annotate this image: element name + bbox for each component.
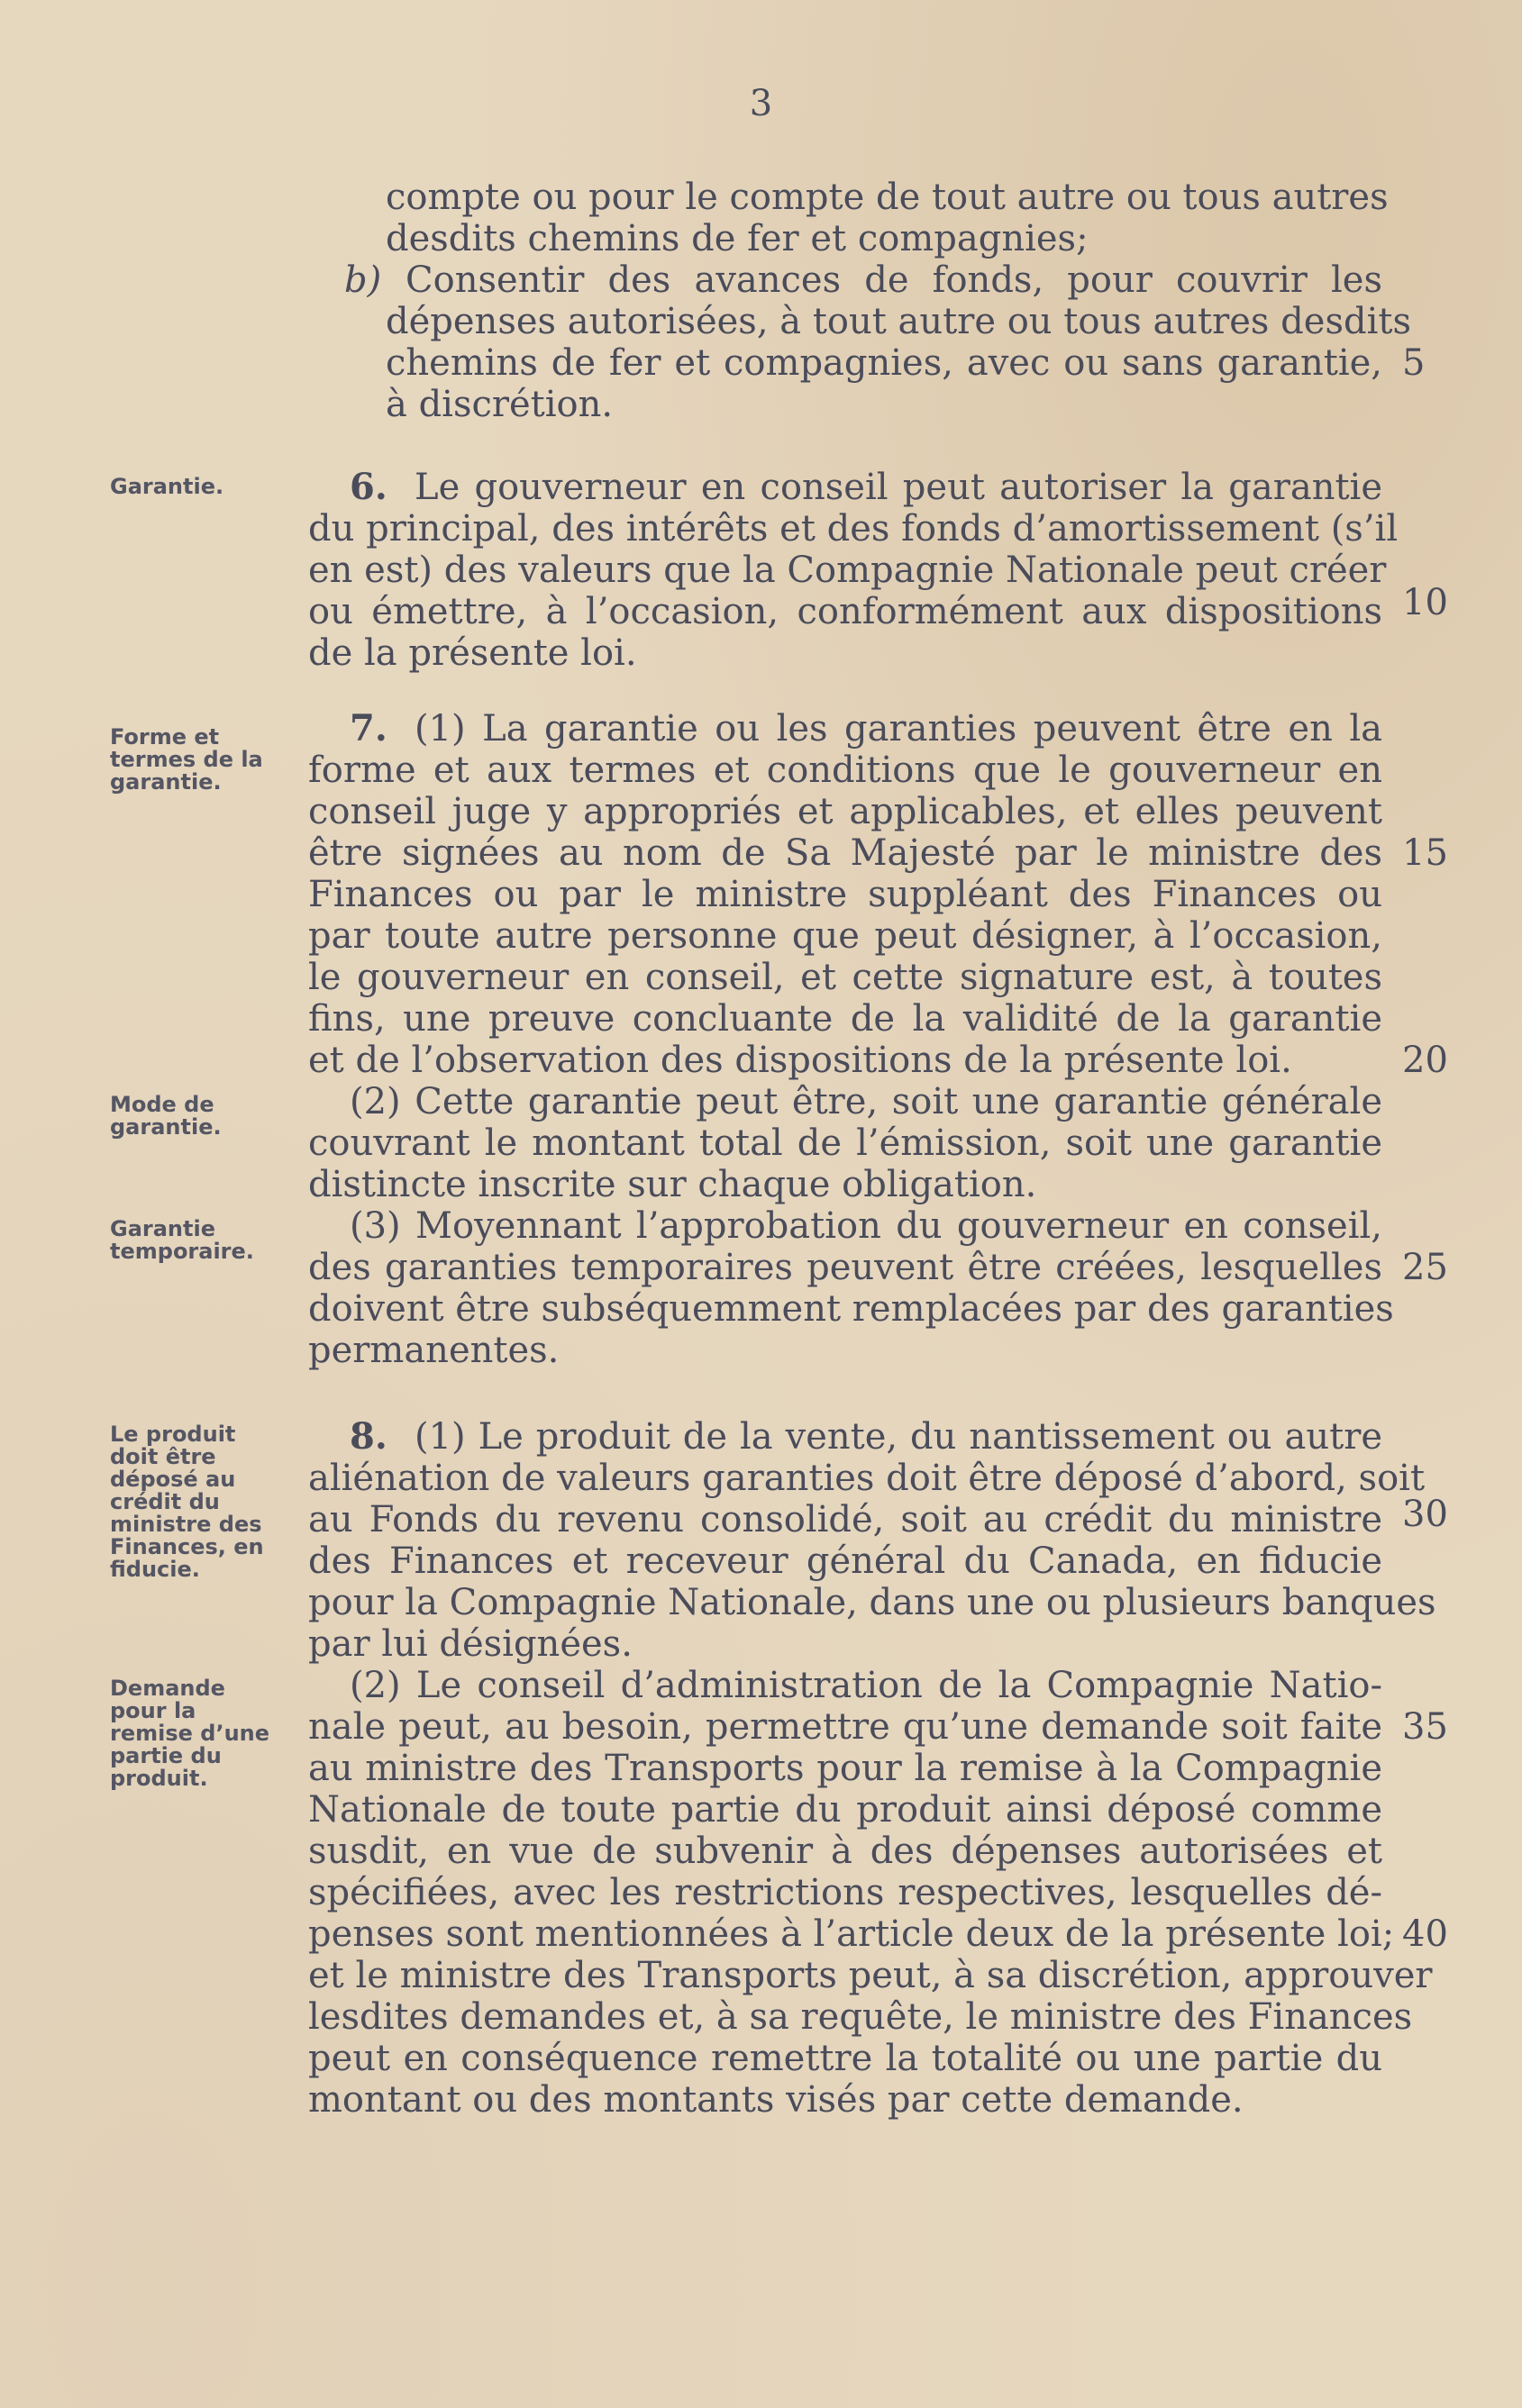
section-number: 6. xyxy=(350,466,387,508)
margin-note-line: Le produit xyxy=(110,1422,236,1447)
line-number: 40 xyxy=(1402,1913,1448,1955)
text-line: desdits chemins de fer et compagnies; xyxy=(386,218,1089,259)
text-line: de la présente loi. xyxy=(308,632,637,674)
margin-note-line: déposé au xyxy=(110,1467,236,1492)
text-line: Nationale de toute partie du produit ainsi déposé comme xyxy=(308,1789,1382,1831)
margin-note-line: garantie. xyxy=(110,769,222,795)
line-number: 35 xyxy=(1402,1706,1448,1748)
text-line: Le gouverneur en conseil peut autoriser la garantie xyxy=(415,467,1382,508)
margin-note-line: produit. xyxy=(110,1766,208,1791)
text-line: pour la Compagnie Nationale, dans une ou plusieurs banques xyxy=(308,1582,1436,1623)
text-line: (1) Le produit de la vente, du nantissement ou autre xyxy=(415,1416,1382,1458)
text-line: spécifiées, avec les restrictions respectives, lesquelles dé- xyxy=(308,1872,1382,1913)
text-line: (3) Moyennant l’approbation du gouverneur en conseil, xyxy=(350,1205,1382,1247)
text-line: au ministre des Transports pour la remise à la Compagnie xyxy=(308,1748,1382,1789)
text-line: ou émettre, à l’occasion, conformément aux dispositions xyxy=(308,591,1382,632)
text-line: susdit, en vue de subvenir à des dépenses autorisées et xyxy=(308,1831,1382,1872)
margin-note-line: pour la xyxy=(110,1698,196,1723)
margin-note-line: remise d’une xyxy=(110,1721,270,1746)
text-line: par lui désignées. xyxy=(308,1623,633,1665)
text-line: le gouverneur en conseil, et cette signature est, à toutes xyxy=(308,957,1382,998)
text-line: fins, une preuve concluante de la validité de la garantie xyxy=(308,998,1382,1040)
page-number: 3 xyxy=(749,83,773,124)
text-line: chemins de fer et compagnies, avec ou sans garantie, xyxy=(386,342,1382,384)
margin-note-line: Forme et xyxy=(110,724,220,750)
text-line: (1) La garantie ou les garanties peuvent être en la xyxy=(415,708,1382,750)
text-line: en est) des valeurs que la Compagnie Nationale peut créer xyxy=(308,550,1387,591)
text-line: du principal, des intérêts et des fonds d’amortissement (s’il xyxy=(308,508,1399,550)
text-line: par toute autre personne que peut désigner, à l’occasion, xyxy=(308,915,1382,957)
margin-note-temporaire xyxy=(110,1218,281,1263)
margin-note-line: doit être xyxy=(110,1444,216,1469)
margin-note-demande xyxy=(110,1677,281,1790)
line-number: 20 xyxy=(1402,1040,1448,1081)
section-number: 7. xyxy=(350,707,387,750)
margin-note-garantie xyxy=(110,476,281,498)
text-line: permanentes. xyxy=(308,1330,560,1371)
margin-note-line: Demande xyxy=(110,1676,225,1701)
margin-note-line: temporaire. xyxy=(110,1239,254,1264)
text-line: au Fonds du revenu consolidé, soit au crédit du ministre xyxy=(308,1499,1382,1540)
text-line: Consentir des avances de fonds, pour couvrir les xyxy=(406,259,1382,301)
margin-note-line: ministre des xyxy=(110,1512,262,1537)
line-number: 30 xyxy=(1402,1494,1448,1535)
text-line: et le ministre des Transports peut, à sa discrétion, approuver xyxy=(308,1955,1433,1996)
text-line: peut en conséquence remettre la totalité ou une partie du xyxy=(308,2038,1382,2079)
margin-note-forme xyxy=(110,726,281,794)
text-line: montant ou des montants visés par cette demande. xyxy=(308,2079,1244,2121)
text-line: nale peut, au besoin, permettre qu’une demande soit faite xyxy=(308,1706,1382,1748)
margin-note-line: termes de la xyxy=(110,747,263,772)
margin-note-line: Garantie. xyxy=(110,474,224,499)
margin-note-line: partie du xyxy=(110,1743,222,1768)
margin-note-line: Garantie xyxy=(110,1216,215,1241)
text-line: distincte inscrite sur chaque obligation. xyxy=(308,1164,1037,1205)
item-b-label: b) xyxy=(344,259,382,301)
text-line: (2) Cette garantie peut être, soit une garantie générale xyxy=(350,1081,1382,1122)
margin-note-line: Mode de xyxy=(110,1092,214,1117)
text-line: conseil juge y appropriés et applicables, et elles peuvent xyxy=(308,791,1382,832)
text-line: penses sont mentionnées à l’article deux de la présente loi; xyxy=(308,1913,1395,1955)
text-line: à discrétion. xyxy=(386,384,614,425)
line-number: 10 xyxy=(1402,582,1448,623)
margin-note-line: crédit du xyxy=(110,1489,220,1514)
section-number: 8. xyxy=(350,1415,387,1458)
text-line: couvrant le montant total de l’émission, soit une garantie xyxy=(308,1122,1382,1164)
text-line: et de l’observation des dispositions de la présente loi. xyxy=(308,1040,1292,1081)
text-line: lesdites demandes et, à sa requête, le ministre des Finances xyxy=(308,1996,1413,2038)
text-line: compte ou pour le compte de tout autre ou tous autres xyxy=(386,177,1389,218)
line-number: 15 xyxy=(1402,832,1448,874)
text-line: dépenses autorisées, à tout autre ou tous autres desdits xyxy=(386,301,1411,342)
text-line: des garanties temporaires peuvent être créées, lesquelles xyxy=(308,1247,1382,1288)
text-line: aliénation de valeurs garanties doit être déposé d’abord, soit xyxy=(308,1458,1426,1499)
text-line: être signées au nom de Sa Majesté par le ministre des xyxy=(308,832,1382,874)
text-line: Finances ou par le ministre suppléant des Finances ou xyxy=(308,874,1382,915)
text-line: (2) Le conseil d’administration de la Compagnie Natio- xyxy=(350,1665,1382,1706)
text-line: des Finances et receveur général du Canada, en fiducie xyxy=(308,1540,1382,1582)
margin-note-line: garantie. xyxy=(110,1114,222,1140)
text-line: forme et aux termes et conditions que le gouverneur en xyxy=(308,750,1382,791)
margin-note-line: fiducie. xyxy=(110,1557,200,1582)
line-number: 5 xyxy=(1402,342,1426,384)
margin-note-line: Finances, en xyxy=(110,1534,264,1559)
margin-note-mode xyxy=(110,1094,281,1139)
text-line: doivent être subséquemment remplacées par des garanties xyxy=(308,1288,1394,1330)
margin-note-produit xyxy=(110,1423,281,1581)
line-number: 25 xyxy=(1402,1247,1448,1288)
